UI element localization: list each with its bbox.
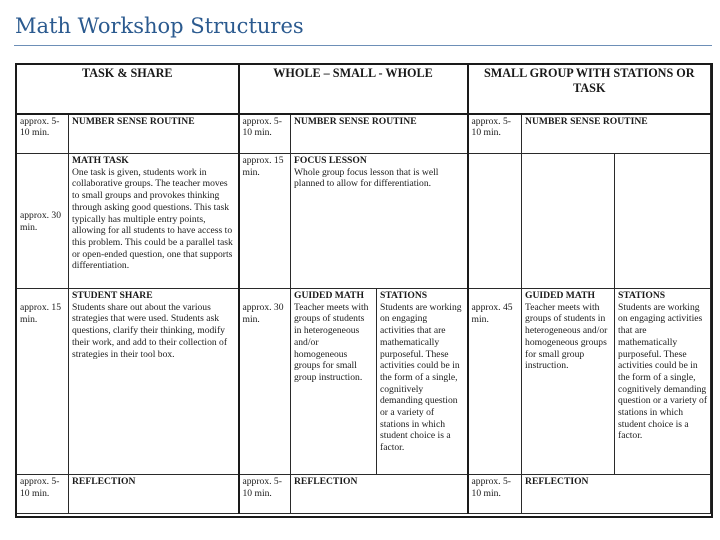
activity-description: Teacher meets with groups of students in heterogeneous and/or homogeneous groups for small group instruction. [525, 301, 608, 372]
time-cell: approx. 15 min. [239, 154, 291, 289]
activity-cell: REFLECTION [291, 475, 468, 514]
activity-description: Students are working on engaging activities that are mathematically purposeful. These activities could be in the form of a single, cognitively demanding question or a variety of stations in which student choice is a factor. [618, 301, 708, 442]
time-cell: approx. 45 min. [468, 289, 522, 475]
activity-description: Teacher meets with groups of students in heterogeneous and/or homogeneous groups for small group instruction. [294, 301, 369, 383]
header-row [17, 65, 711, 114]
guided-math-cell [522, 289, 615, 475]
empty-cell [468, 154, 522, 289]
activity-description: Students share out about the various strategies that were used. Students ask questions, clarify their thinking, modify their work, and add to their collection of strategies in their tool box. [72, 301, 228, 360]
activity-cell: NUMBER SENSE ROUTINE [69, 114, 239, 154]
time-cell: approx. 30 min. [239, 289, 291, 475]
table-row [17, 475, 711, 514]
page-title: Math Workshop Structures [15, 14, 304, 38]
activity-heading: GUIDED MATH [525, 290, 595, 301]
activity-heading: FOCUS LESSON [294, 155, 367, 166]
activity-description: Students are working on engaging activities that are mathematically purposeful. These activities could be in the form of a single, cognitively demanding question or a variety of stations in which student choice is a factor. [380, 301, 462, 454]
header-whole-small-whole: WHOLE – SMALL - WHOLE [239, 65, 468, 114]
activity-heading: STATIONS [618, 290, 666, 301]
time-cell: approx. 5-10 min. [468, 475, 522, 514]
title-underline [14, 45, 712, 46]
activity-heading: MATH TASK [72, 155, 129, 166]
table-row [17, 154, 711, 289]
time-cell: approx. 5-10 min. [468, 114, 522, 154]
activity-heading: GUIDED MATH [294, 290, 364, 301]
activity-cell [69, 154, 239, 289]
activity-description: One task is given, students work in collaborative groups. The teacher moves to small groups and provokes thinking through asking good questions. This task typically has multiple entry points, allowing for all students to have access to this problem. This could be a parallel task or open-ended question, one that supports differentiation. [72, 166, 233, 272]
header-small-group-stations: SMALL GROUP WITH STATIONS OR TASK [468, 65, 711, 114]
table-row [17, 289, 711, 475]
time-cell: approx. 5-10 min. [239, 475, 291, 514]
activity-cell [69, 289, 239, 475]
time-cell: approx. 15 min. [17, 289, 69, 475]
time-cell: approx. 30 min. [17, 154, 69, 289]
workshop-structures-table [16, 64, 711, 514]
activity-description: Whole group focus lesson that is well planned to allow for differentiation. [294, 166, 439, 190]
empty-cell [615, 154, 711, 289]
activity-cell [291, 154, 468, 289]
empty-cell [522, 154, 615, 289]
stations-cell [615, 289, 711, 475]
activity-heading: STUDENT SHARE [72, 290, 153, 301]
header-task-share: TASK & SHARE [17, 65, 239, 114]
time-cell: approx. 5-10 min. [239, 114, 291, 154]
activity-cell: REFLECTION [522, 475, 711, 514]
table-row [17, 114, 711, 154]
activity-heading: STATIONS [380, 290, 428, 301]
activity-cell: NUMBER SENSE ROUTINE [291, 114, 468, 154]
stations-cell [377, 289, 468, 475]
activity-cell: REFLECTION [69, 475, 239, 514]
time-cell: approx. 5-10 min. [17, 475, 69, 514]
guided-math-cell [291, 289, 377, 475]
time-cell: approx. 5-10 min. [17, 114, 69, 154]
activity-cell: NUMBER SENSE ROUTINE [522, 114, 711, 154]
